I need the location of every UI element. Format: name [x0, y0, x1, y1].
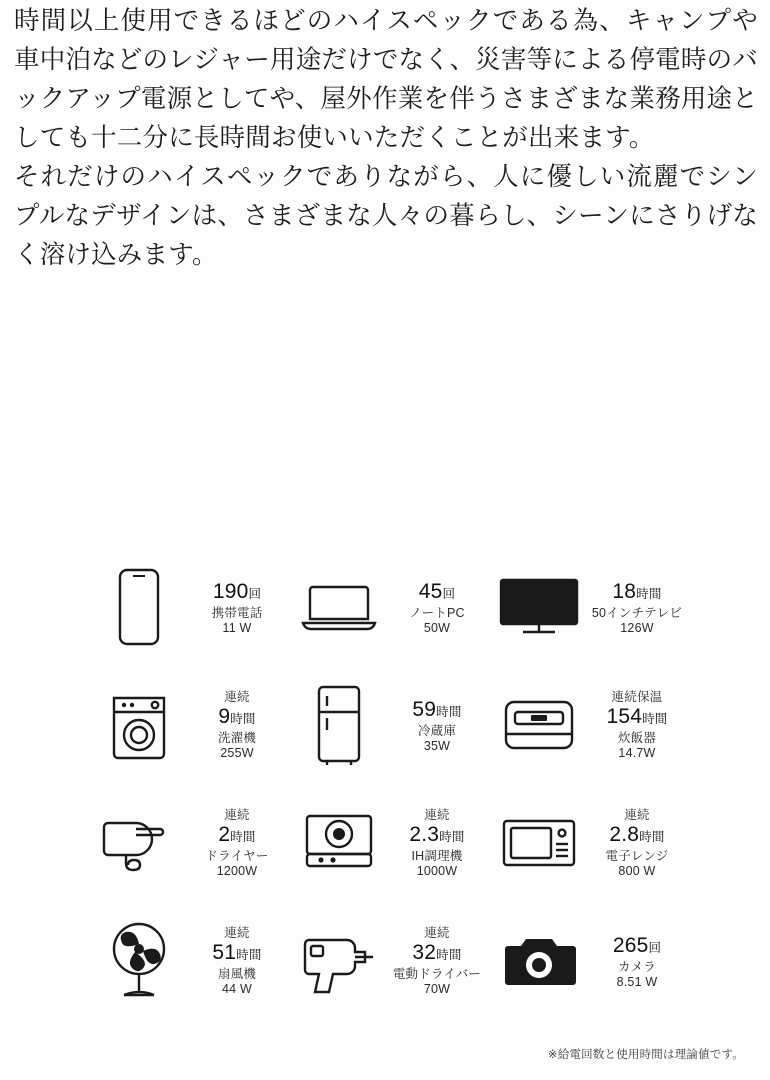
appliance-prefix: 連続保温 — [611, 690, 663, 705]
appliance-cell — [96, 784, 296, 902]
appliance-watt: 126W — [620, 620, 654, 635]
appliance-value: 18時間 — [612, 580, 662, 604]
appliance-watt: 50W — [423, 620, 451, 635]
appliance-value: 154時間 — [606, 705, 668, 729]
appliance-text — [382, 697, 496, 753]
appliance-prefix: 連続 — [224, 926, 250, 941]
appliance-cell — [96, 548, 296, 666]
appliance-cell — [496, 902, 696, 1020]
appliance-text — [182, 926, 296, 996]
washing-machine-icon — [96, 682, 182, 768]
appliance-watt: 70W — [423, 981, 451, 996]
appliance-watt: 11 W — [222, 620, 252, 635]
appliance-cell — [96, 666, 296, 784]
appliance-value: 45回 — [418, 580, 456, 604]
appliance-text — [382, 808, 496, 878]
appliance-value: 9時間 — [218, 705, 256, 729]
appliance-name: ノートPC — [409, 605, 465, 620]
appliance-cell — [296, 666, 496, 784]
appliance-value: 265回 — [612, 934, 662, 958]
appliance-watt: 1200W — [216, 863, 258, 878]
power-drill-icon — [296, 918, 382, 1004]
appliance-cell — [296, 548, 496, 666]
appliance-cell — [496, 666, 696, 784]
smartphone-icon — [96, 564, 182, 650]
description-text — [14, 2, 758, 275]
appliance-name: IH調理機 — [411, 848, 463, 863]
hair-dryer-icon — [96, 800, 182, 886]
appliance-cell — [296, 784, 496, 902]
appliance-name: 電動ドライバー — [392, 966, 482, 981]
appliance-watt: 1000W — [416, 863, 458, 878]
appliance-text — [382, 926, 496, 996]
rice-cooker-icon — [496, 682, 582, 768]
appliance-name: 扇風機 — [217, 966, 257, 981]
appliance-watt: 800 W — [618, 863, 656, 878]
appliance-cell — [496, 784, 696, 902]
appliance-watt: 255W — [220, 745, 254, 760]
television-icon — [496, 564, 582, 650]
appliance-prefix: 連続 — [224, 808, 250, 823]
appliance-watt: 35W — [423, 738, 451, 753]
appliance-prefix: 連続 — [424, 926, 450, 941]
appliance-value: 2.3時間 — [409, 823, 465, 847]
refrigerator-icon — [296, 682, 382, 768]
appliance-text — [182, 690, 296, 760]
appliance-watt: 44 W — [222, 981, 252, 996]
appliance-name: 電子レンジ — [605, 848, 669, 863]
appliance-text — [382, 579, 496, 635]
appliance-value: 2.8時間 — [609, 823, 665, 847]
appliance-value: 51時間 — [212, 941, 262, 965]
appliance-cell — [496, 548, 696, 666]
electric-fan-icon — [96, 918, 182, 1004]
induction-cooker-icon — [296, 800, 382, 886]
appliance-prefix: 連続 — [424, 808, 450, 823]
description-paragraph-1: 時間以上使用できるほどのハイスペックである為、キャンプや車中泊などのレジャー用途だけでなく、災害等による停電時のバックアップ電源としてや、屋外作業を伴うさまざまな業務用途としても十二分に長時間お使いいただくことが出来ます。 — [14, 7, 758, 152]
appliance-name: 洗濯機 — [217, 730, 257, 745]
footnote-text: ※給電回数と使用時間は理論値です。 — [547, 1049, 744, 1061]
appliance-text — [582, 933, 696, 989]
appliance-text — [582, 690, 696, 760]
appliance-prefix: 連続 — [624, 808, 650, 823]
appliance-name: 冷蔵庫 — [417, 723, 457, 738]
appliance-value: 190回 — [212, 580, 262, 604]
appliance-value: 32時間 — [412, 941, 462, 965]
appliance-name: カメラ — [617, 959, 657, 974]
appliance-watt: 14.7W — [618, 745, 656, 760]
appliance-value: 2時間 — [218, 823, 256, 847]
microwave-oven-icon — [496, 800, 582, 886]
appliance-prefix: 連続 — [224, 690, 250, 705]
appliance-name: 炊飯器 — [617, 730, 657, 745]
camera-icon — [496, 918, 582, 1004]
appliance-cell — [296, 902, 496, 1020]
laptop-icon — [296, 564, 382, 650]
appliance-text — [182, 808, 296, 878]
appliance-text — [582, 579, 696, 635]
appliance-text — [182, 579, 296, 635]
description-paragraph-2: それだけのハイスペックでありながら、人に優しい流麗でシンプルなデザインは、さまざまな人々の暮らし、シーンにさりげなく溶け込みます。 — [14, 163, 758, 269]
appliance-name: 50インチテレビ — [591, 605, 683, 620]
appliance-name: ドライヤー — [205, 848, 269, 863]
appliance-cell — [96, 902, 296, 1020]
appliance-runtime-grid — [96, 548, 696, 1020]
appliance-name: 携帯電話 — [211, 605, 263, 620]
appliance-text — [582, 808, 696, 878]
appliance-watt: 8.51 W — [616, 974, 658, 989]
appliance-value: 59時間 — [412, 698, 462, 722]
